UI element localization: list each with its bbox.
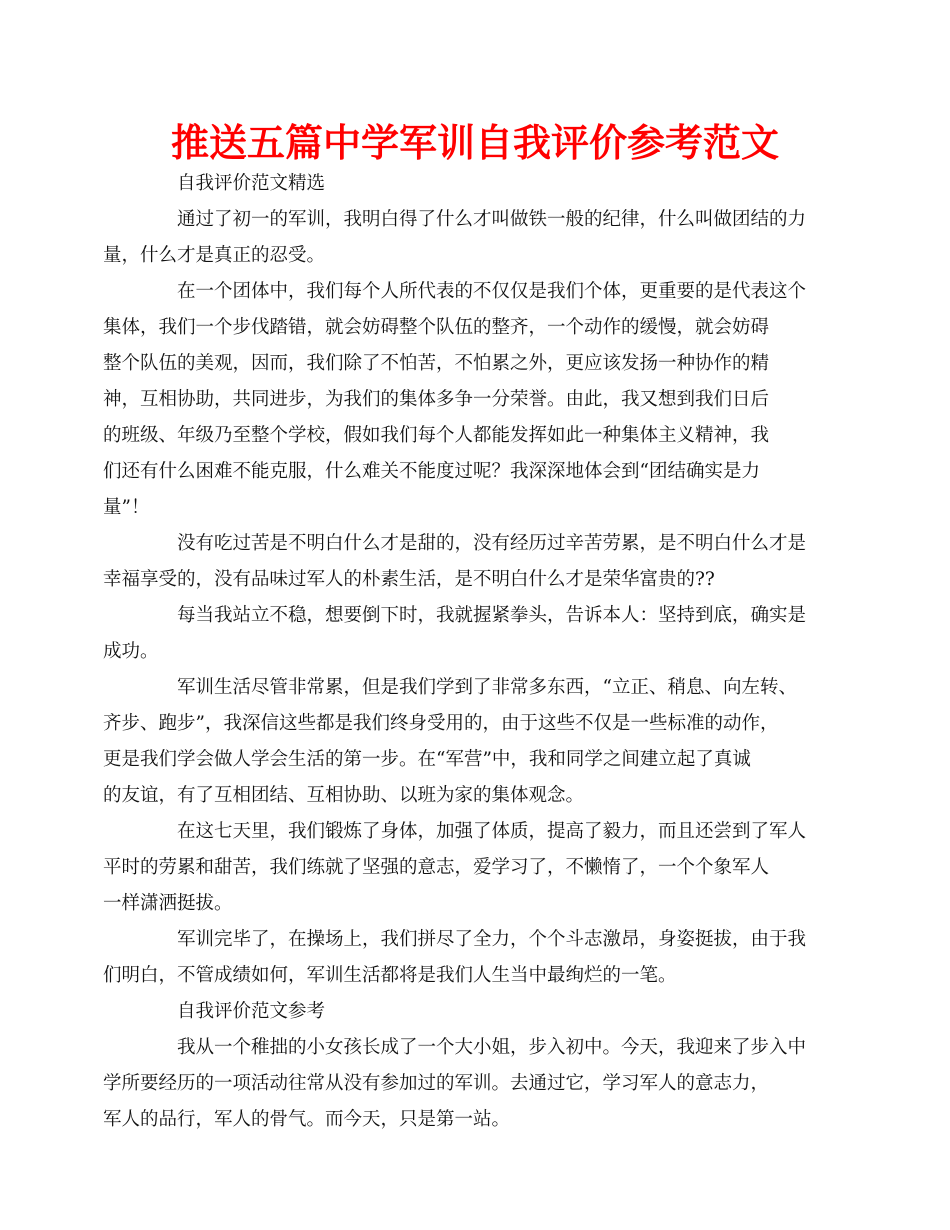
paragraph	[103, 526, 812, 598]
text-line: 量”！	[103, 497, 150, 518]
text-line: 幸福享受的，没有品味过军人的朴素生活，是不明白什么才是荣华富贵的??	[103, 569, 715, 590]
text-line: 的友谊，有了互相团结、互相协助、以班为家的集体观念。	[103, 785, 585, 806]
text-line: 自我评价范文参考	[177, 1001, 326, 1022]
text-line: 在一个团体中，我们每个人所代表的不仅仅是我们个体，更重要的是代表这个	[177, 281, 807, 302]
paragraph	[103, 670, 812, 814]
paragraph	[140, 166, 812, 202]
paragraph	[103, 274, 812, 526]
text-line: 军人的品行，军人的骨气。而今天，只是第一站。	[103, 1109, 511, 1130]
text-line: 量，什么才是真正的忍受。	[103, 245, 326, 266]
text-line: 一样潇洒挺拔。	[103, 893, 233, 914]
text-line: 没有吃过苦是不明白什么才是甜的，没有经历过辛苦劳累，是不明白什么才是	[177, 533, 807, 554]
text-line: 的班级、年级乃至整个学校，假如我们每个人都能发挥如此一种集体主义精神，我	[103, 425, 770, 446]
text-line: 齐步、跑步”，我深信这些都是我们终身受用的，由于这些不仅是一些标准的动作，	[103, 713, 779, 734]
text-line: 平时的劳累和甜苦，我们练就了坚强的意志，爱学习了，不懒惰了，一个个象军人	[103, 857, 770, 878]
text-line: 军训生活尽管非常累，但是我们学到了非常多东西，“立正、稍息、向左转、	[177, 677, 797, 698]
paragraph	[103, 814, 812, 922]
paragraph	[103, 598, 812, 670]
paragraph	[103, 1030, 812, 1138]
text-line: 集体，我们一个步伐踏错，就会妨碍整个队伍的整齐，一个动作的缓慢，就会妨碍	[103, 317, 770, 338]
paragraph	[103, 202, 812, 274]
document-title: 推送五篇中学军训自我评价参考范文	[170, 121, 779, 165]
text-line: 每当我站立不稳，想要倒下时，我就握紧拳头，告诉本人：坚持到底，确实是	[177, 605, 807, 626]
text-line: 更是我们学会做人学会生活的第一步。在“军营”中，我和同学之间建立起了真诚	[103, 749, 751, 770]
document-body	[103, 166, 812, 1138]
text-line: 在这七天里，我们锻炼了身体，加强了体质，提高了毅力，而且还尝到了军人	[177, 821, 807, 842]
text-line: 学所要经历的一项活动往常从没有参加过的军训。去通过它，学习军人的意志力，	[103, 1073, 770, 1094]
paragraph	[140, 994, 812, 1030]
text-line: 军训完毕了，在操场上，我们拼尽了全力，个个斗志激昂，身姿挺拔，由于我	[177, 929, 807, 950]
paragraph	[103, 922, 812, 994]
text-line: 我从一个稚拙的小女孩长成了一个大小姐，步入初中。今天，我迎来了步入中	[177, 1037, 807, 1058]
text-line: 们还有什么困难不能克服，什么难关不能度过呢？我深深地体会到“团结确实是力	[103, 461, 760, 482]
text-line: 通过了初一的军训，我明白得了什么才叫做铁一般的纪律，什么叫做团结的力	[177, 209, 807, 230]
text-line: 们明白，不管成绩如何，军训生活都将是我们人生当中最绚烂的一笔。	[103, 965, 677, 986]
text-line: 整个队伍的美观，因而，我们除了不怕苦，不怕累之外，更应该发扬一种协作的精	[103, 353, 770, 374]
text-line: 成功。	[103, 641, 159, 662]
text-line: 神，互相协助，共同进步，为我们的集体多争一分荣誉。由此，我又想到我们日后	[103, 389, 770, 410]
text-line: 自我评价范文精选	[177, 173, 326, 194]
